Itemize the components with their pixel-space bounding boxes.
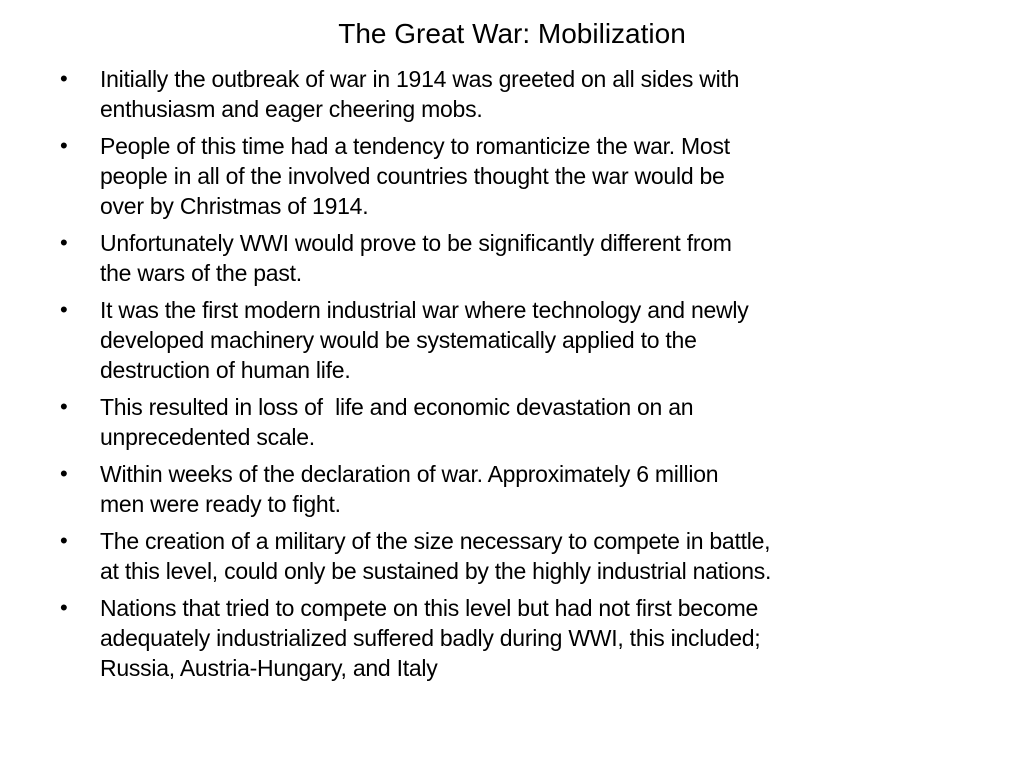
bullet-item bbox=[60, 295, 970, 385]
bullet-item bbox=[60, 64, 970, 124]
bullet-list bbox=[60, 64, 970, 690]
bullet-line: Within weeks of the declaration of war. Approximately 6 million bbox=[100, 461, 719, 487]
bullet-line: Russia, Austria-Hungary, and Italy bbox=[100, 655, 438, 681]
bullet-point-icon: • bbox=[60, 133, 68, 158]
bullet-line: People of this time had a tendency to romanticize the war. Most bbox=[100, 133, 730, 159]
bullet-line: at this level, could only be sustained by the highly industrial nations. bbox=[100, 558, 772, 584]
bullet-point-icon: • bbox=[60, 394, 68, 419]
bullet-point-icon: • bbox=[60, 230, 68, 255]
bullet-point-icon: • bbox=[60, 461, 68, 486]
bullet-item bbox=[60, 459, 970, 519]
bullet-line: developed machinery would be systematically applied to the bbox=[100, 327, 697, 353]
bullet-item bbox=[60, 392, 970, 452]
slide-title: The Great War: Mobilization bbox=[338, 18, 686, 49]
bullet-line: destruction of human life. bbox=[100, 357, 351, 383]
bullet-line: Unfortunately WWI would prove to be significantly different from bbox=[100, 230, 732, 256]
bullet-line: unprecedented scale. bbox=[100, 424, 315, 450]
bullet-line: over by Christmas of 1914. bbox=[100, 193, 369, 219]
bullet-line: This resulted in loss of life and economic devastation on an bbox=[100, 394, 694, 420]
bullet-line: Nations that tried to compete on this level but had not first become bbox=[100, 595, 759, 621]
bullet-point-icon: • bbox=[60, 66, 68, 91]
bullet-line: people in all of the involved countries thought the war would be bbox=[100, 163, 725, 189]
bullet-point-icon: • bbox=[60, 595, 68, 620]
bullet-point-icon: • bbox=[60, 297, 68, 322]
bullet-line: the wars of the past. bbox=[100, 260, 302, 286]
bullet-item bbox=[60, 593, 970, 683]
bullet-item bbox=[60, 526, 970, 586]
bullet-line: men were ready to fight. bbox=[100, 491, 341, 517]
bullet-line: It was the first modern industrial war where technology and newly bbox=[100, 297, 749, 323]
bullet-line: The creation of a military of the size necessary to compete in battle, bbox=[100, 528, 771, 554]
bullet-line: adequately industrialized suffered badly during WWI, this included; bbox=[100, 625, 761, 651]
bullet-item bbox=[60, 228, 970, 288]
bullet-line: Initially the outbreak of war in 1914 was greeted on all sides with bbox=[100, 66, 740, 92]
bullet-point-icon: • bbox=[60, 528, 68, 553]
bullet-item bbox=[60, 131, 970, 221]
bullet-line: enthusiasm and eager cheering mobs. bbox=[100, 96, 483, 122]
